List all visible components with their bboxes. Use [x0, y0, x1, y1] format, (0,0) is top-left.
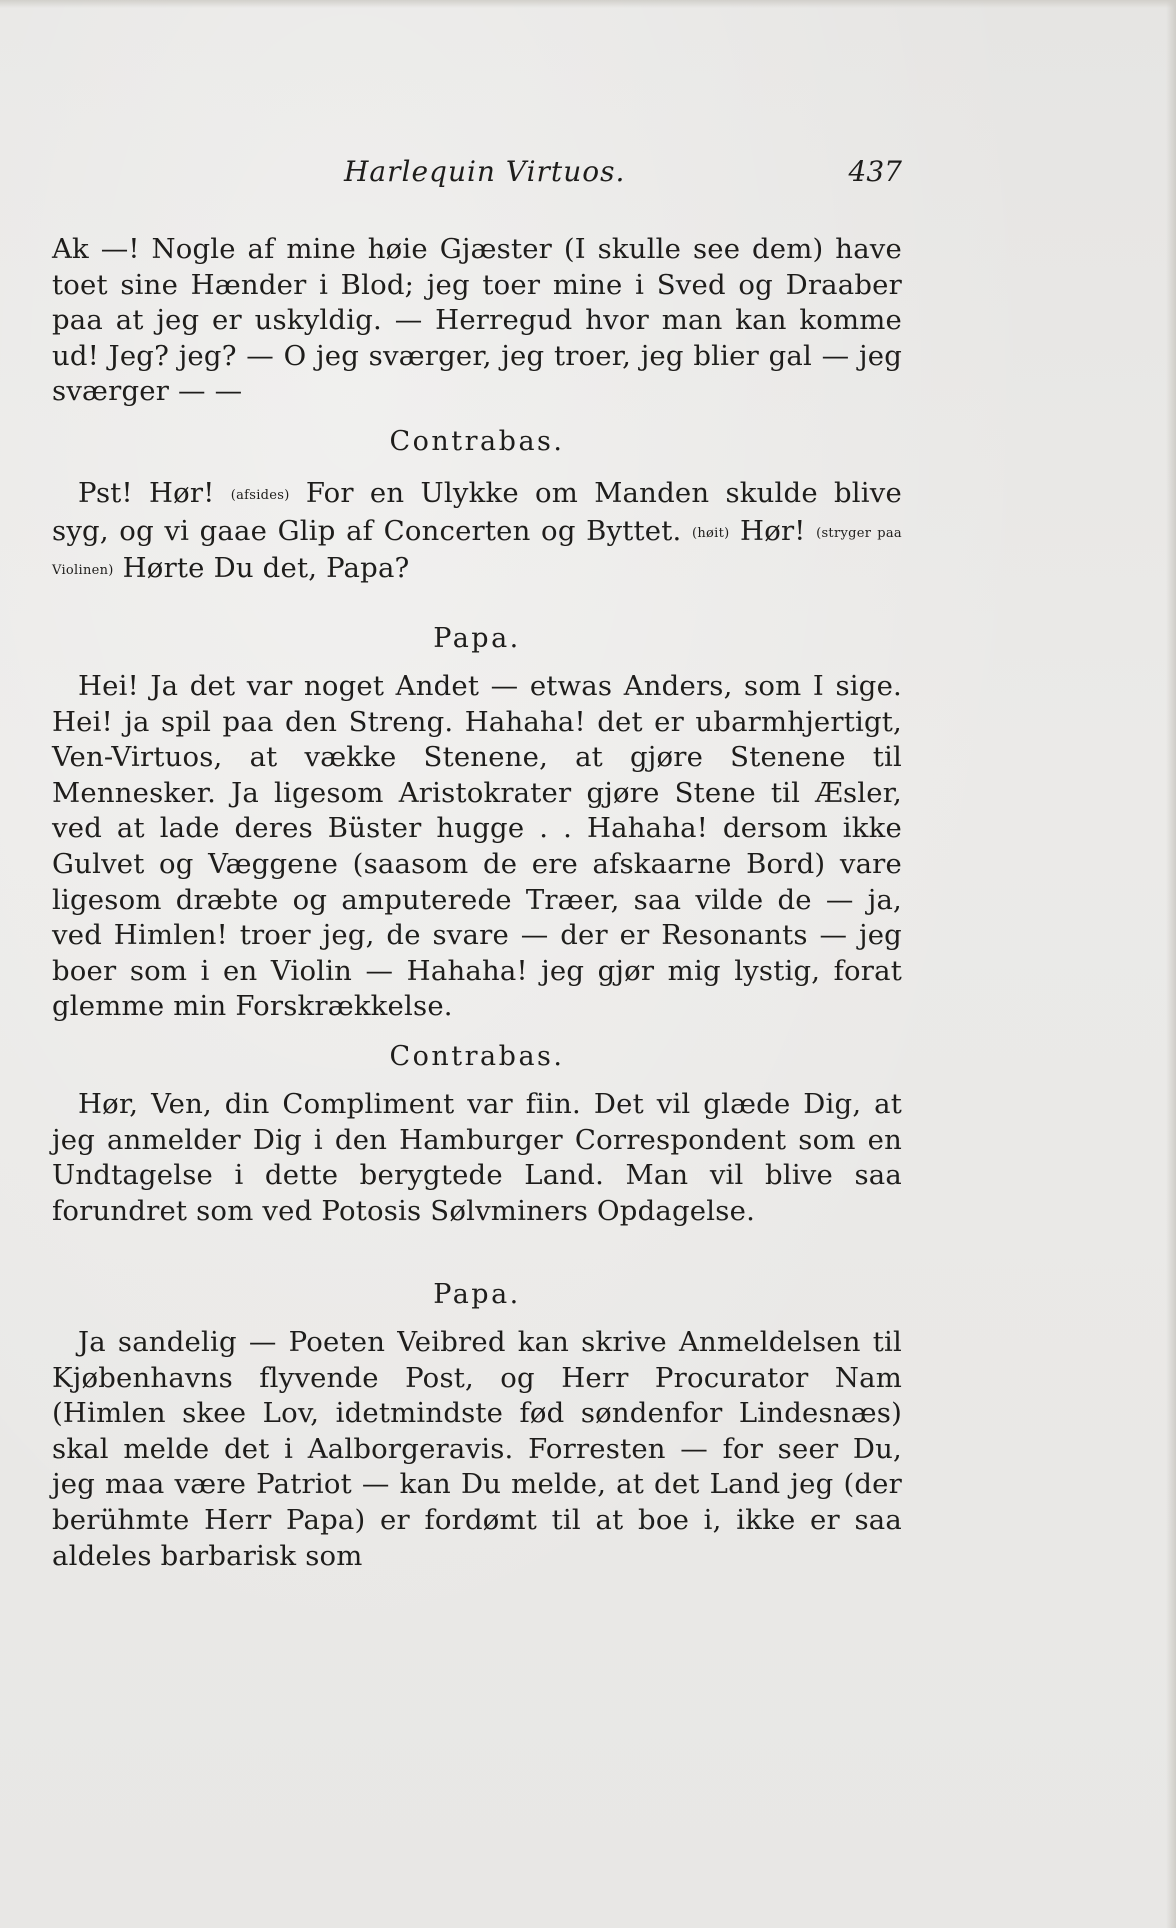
running-title: Harlequin Virtuos. [344, 155, 626, 188]
page-number: 437 [848, 155, 902, 188]
paragraph-2 [52, 476, 902, 589]
paragraph-2-text-4: Hørte Du det, Papa? [122, 552, 410, 585]
paragraph-5-text: Ja sandelig — Poeten Veibred kan skrive Anmeldelsen til Kjøbenhavns flyvende Post, og Herr Procurator Nam (Himlen skee Lov, idetmindste fød søndenfor Lindesnæs) skal melde det i Aalborgeravis. Forresten — for seer Du, jeg maa være Patriot — kan Du melde, at det Land jeg (der berühmte Herr Papa) er fordømt til at boe i, ikke er saa aldeles barbarisk som [52, 1326, 902, 1572]
stage-direction-violin: (stryger paa Violinen) [52, 525, 902, 579]
stage-direction-afsides: (afsides) [230, 488, 290, 503]
speaker-papa-2: Papa. [433, 1279, 521, 1310]
paragraph-1-text: Ak —! Nogle af mine høie Gjæster (I skulle see dem) have toet sine Hænder i Blod; jeg toer mine i Sved og Draaber paa at jeg er uskyldig. — Herregud hvor man kan komme ud! Jeg? jeg? — O jeg sværger, jeg troer, jeg blier gal — jeg sværger — — [52, 233, 902, 408]
paragraph-3 [52, 669, 902, 1025]
paragraph-2-text-2: For en Ulykke om Manden skulde blive syg, og vi gaae Glip af Concerten og Byttet. [52, 477, 902, 547]
running-header [52, 155, 902, 191]
paragraph-5 [52, 1325, 902, 1574]
stage-direction-hoit: (høit) [691, 525, 730, 541]
paragraph-3-text: Hei! Ja det var noget Andet — etwas Anders, som I sige. Hei! ja spil paa den Streng. Hahaha! det er ubarmhjertigt, Ven-Virtuos, at vække Stenene, at gjøre Stenene til Mennesker. Ja ligesom Aristokrater gjøre Stene til Æsler, ved at lade deres Büster hugge . . Hahaha! dersom ikke Gulvet og Væggene (saasom de ere afskaarne Bord) vare ligesom dræbte og amputerede Træer, saa vilde de — ja, ved Himlen! troer jeg, de svare — der er Resonants — jeg boer som i en Violin — Hahaha! jeg gjør mig lystig, forat glemme min Forskrækkelse. [52, 670, 902, 1023]
paragraph-4-text: Hør, Ven, din Compliment var fiin. Det vil glæde Dig, at jeg anmelder Dig i den Hamburger Correspondent som en Undtagelse i dette berygtede Land. Man vil blive saa forundret som ved Potosis Sølvminers Opdagelse. [52, 1088, 902, 1227]
page-top-edge [0, 0, 1176, 8]
paragraph-4 [52, 1087, 902, 1229]
page-right-edge [1166, 0, 1176, 1928]
speaker-contrabas-2: Contrabas. [389, 1041, 565, 1072]
speaker-contrabas-1: Contrabas. [389, 426, 565, 457]
paragraph-1 [52, 232, 902, 410]
paragraph-2-text-3: Hør! [740, 514, 806, 547]
speaker-papa-1: Papa. [433, 623, 521, 654]
paragraph-2-text-1: Pst! Hør! [78, 477, 215, 509]
